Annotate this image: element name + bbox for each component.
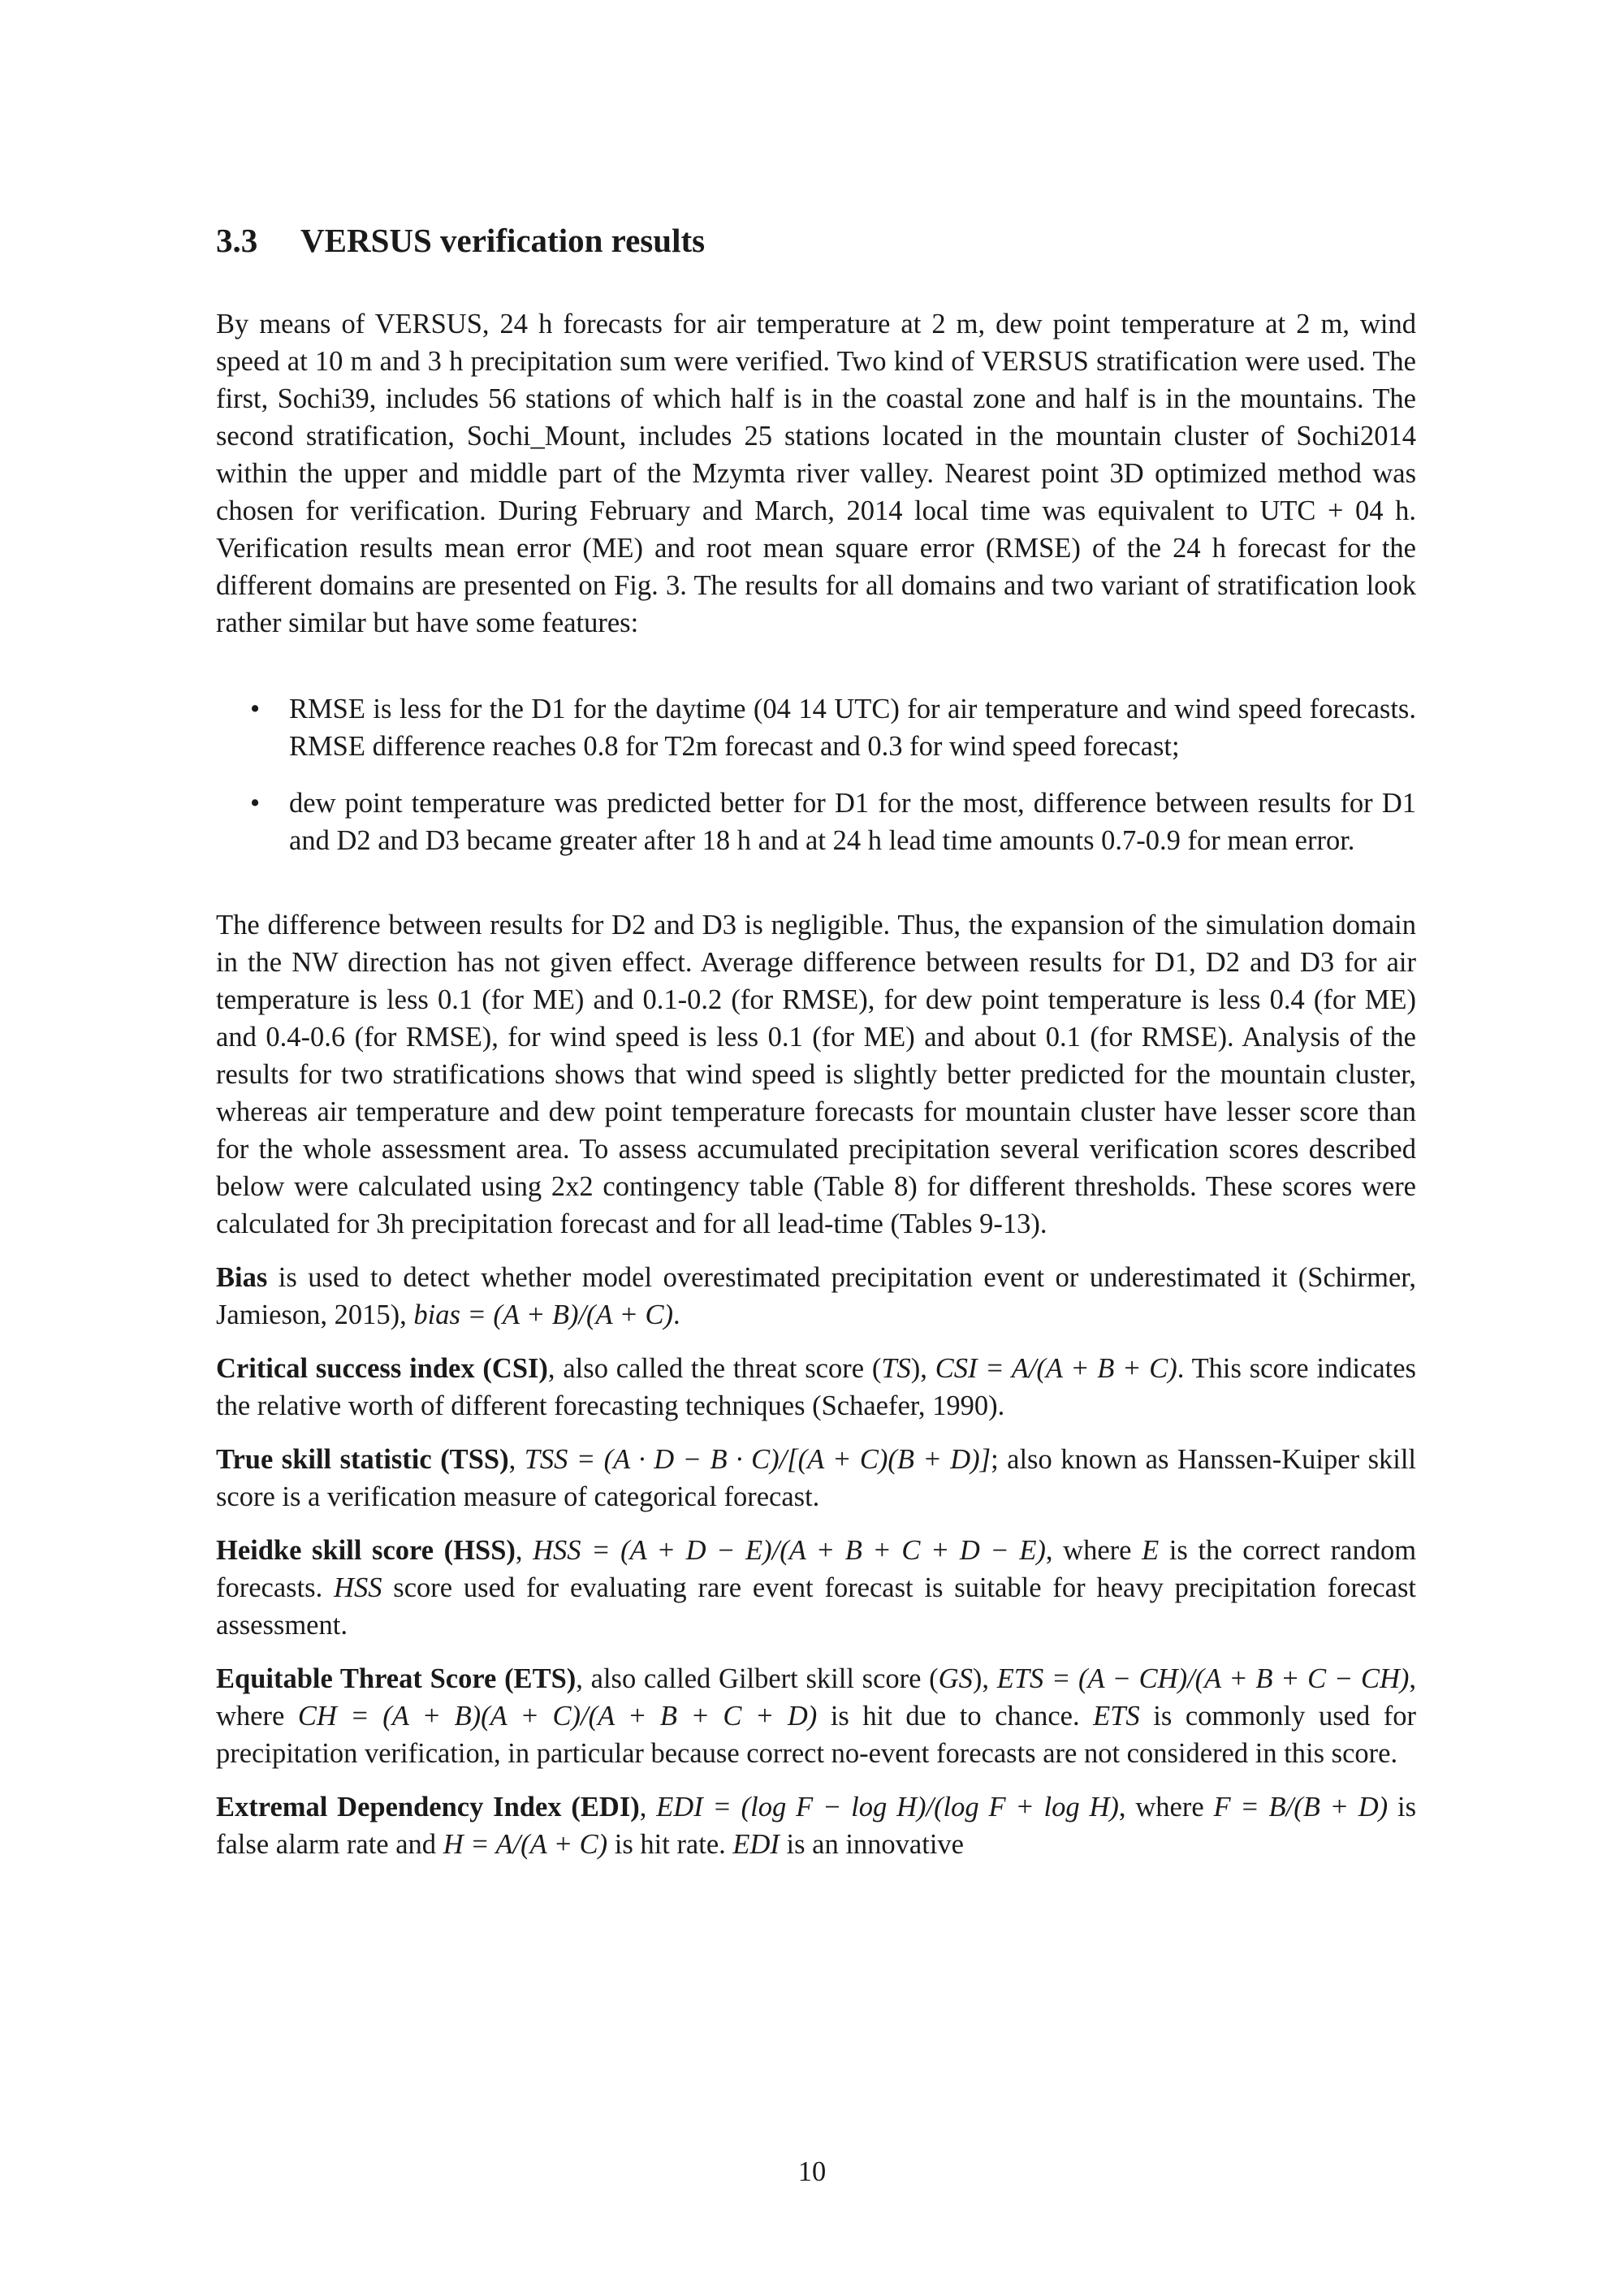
list-item <box>216 690 1416 765</box>
term-edi: Extremal Dependency Index (EDI) <box>216 1792 640 1823</box>
list-item <box>216 785 1416 859</box>
results-paragraph: The difference between results for D2 and D3 is negligible. Thus, the expansion of the simulation domain in the NW direction has not given effect. Average difference between results for D1, D2 and D3 for air temperature is less 0.1 (for ME) and 0.1-0.2 (for RMSE), for dew point temperature is less 0.4 (for ME) and 0.4-0.6 (for RMSE), for wind speed is less 0.1 (for ME) and about 0.1 (for RMSE). Analysis of the results for two stratifications shows that wind speed is slightly better predicted for the mountain cluster, whereas air temperature and dew point temperature forecasts for mountain cluster have lesser score than for the whole assessment area. To assess accumulated precipitation several verification scores described below were calculated using 2x2 contingency table (Table 8) for different thresholds. These scores were calculated for 3h precipitation forecast and for all lead-time (Tables 9-13). <box>216 910 1416 1239</box>
bullet-icon: • <box>250 788 261 819</box>
term-csi: Critical success index (CSI) <box>216 1353 548 1384</box>
definition-hss: Heidke skill score (HSS), HSS = (A + D − E)/(A + B + C + D − E), where E is the correct random forecasts. HSS score used for evaluating rare event forecast is suitable for heavy precipitation forecast assessment. <box>216 1535 1417 1641</box>
page-number: 10 <box>797 2156 827 2187</box>
page-content <box>216 218 1416 1879</box>
definition-ets: Equitable Threat Score (ETS), also called Gilbert skill score (GS), ETS = (A − CH)/(A + B + C − CH), where CH = (A + B)(A + C)/(A + B + C + D) is hit due to chance. ETS is commonly used for precipitation verification, in particular because correct no-event forecasts are not considered in this score. <box>216 1663 1416 1769</box>
definition-edi: Extremal Dependency Index (EDI), EDI = (log F − log H)/(log F + log H), where F = B/(B + D) is false alarm rate and H = A/(A + C) is hit rate. EDI is an innovative <box>216 1792 1417 1860</box>
section-number: 3.3 <box>216 222 258 259</box>
list-item-text: RMSE is less for the D1 for the daytime (04 14 UTC) for air temperature and wind speed forecasts. RMSE difference reaches 0.8 for T2m forecast and 0.3 for wind speed forecast; <box>289 694 1416 762</box>
formula-edi: EDI = (log F − log H)/(log F + log H) <box>656 1792 1119 1823</box>
formula-hss: HSS = (A + D − E)/(A + B + C + D − E) <box>533 1535 1046 1566</box>
bullet-icon: • <box>250 694 261 724</box>
section-heading <box>216 218 1416 263</box>
formula-ch: CH = (A + B)(A + C)/(A + B + C + D) <box>297 1701 818 1732</box>
term-ets: Equitable Threat Score (ETS) <box>216 1663 577 1694</box>
formula-csi: CSI = A/(A + B + C) <box>935 1353 1177 1384</box>
feature-list <box>216 690 1416 859</box>
term-hss: Heidke skill score (HSS) <box>216 1535 516 1566</box>
formula-tss: TSS = (A · D − B · C)/[(A + C)(B + D)] <box>524 1444 991 1475</box>
term-tss: True skill statistic (TSS) <box>216 1444 509 1475</box>
formula-bias: bias = (A + B)/(A + C) <box>413 1299 674 1330</box>
formula-false-alarm-rate: F = B/(B + D) <box>1213 1792 1389 1823</box>
term-bias: Bias <box>216 1262 268 1293</box>
formula-hit-rate: H = A/(A + C) <box>443 1829 608 1860</box>
formula-ets: ETS = (A − CH)/(A + B + C − CH) <box>996 1663 1410 1694</box>
definition-bias: Bias is used to detect whether model overestimated precipitation event or underestimated it (Schirmer, Jamieson, 2015), bias = (A + B)/(A + C). <box>216 1262 1416 1330</box>
list-item-text: dew point temperature was predicted better for D1 for the most, difference between results for D1 and D2 and D3 became greater after 18 h and at 24 h lead time amounts 0.7-0.9 for mean error. <box>289 788 1416 856</box>
definition-tss: True skill statistic (TSS), TSS = (A · D − B · C)/[(A + C)(B + D)]; also known as Hanssen-Kuiper skill score is a verification measure of categorical forecast. <box>216 1444 1416 1512</box>
section-title: VERSUS verification results <box>300 222 706 259</box>
intro-paragraph: By means of VERSUS, 24 h forecasts for air temperature at 2 m, dew point temperature at 2 m, wind speed at 10 m and 3 h precipitation sum were verified. Two kind of VERSUS stratification were used. The first, Sochi39, includes 56 stations of which half is in the coastal zone and half is in the mountains. The second stratification, Sochi_Mount, includes 25 stations located in the mountain cluster of Sochi2014 within the upper and middle part of the Mzymta river valley. Nearest point 3D optimized method was chosen for verification. During February and March, 2014 local time was equivalent to UTC + 04 h. Verification results mean error (ME) and root mean square error (RMSE) of the 24 h forecast for the different domains are presented on Fig. 3. The results for all domains and two variant of stratification look rather similar but have some features: <box>216 309 1416 638</box>
definition-csi: Critical success index (CSI), also called the threat score (TS), CSI = A/(A + B + C). This score indicates the relative worth of different forecasting techniques (Schaefer, 1990). <box>216 1353 1416 1421</box>
